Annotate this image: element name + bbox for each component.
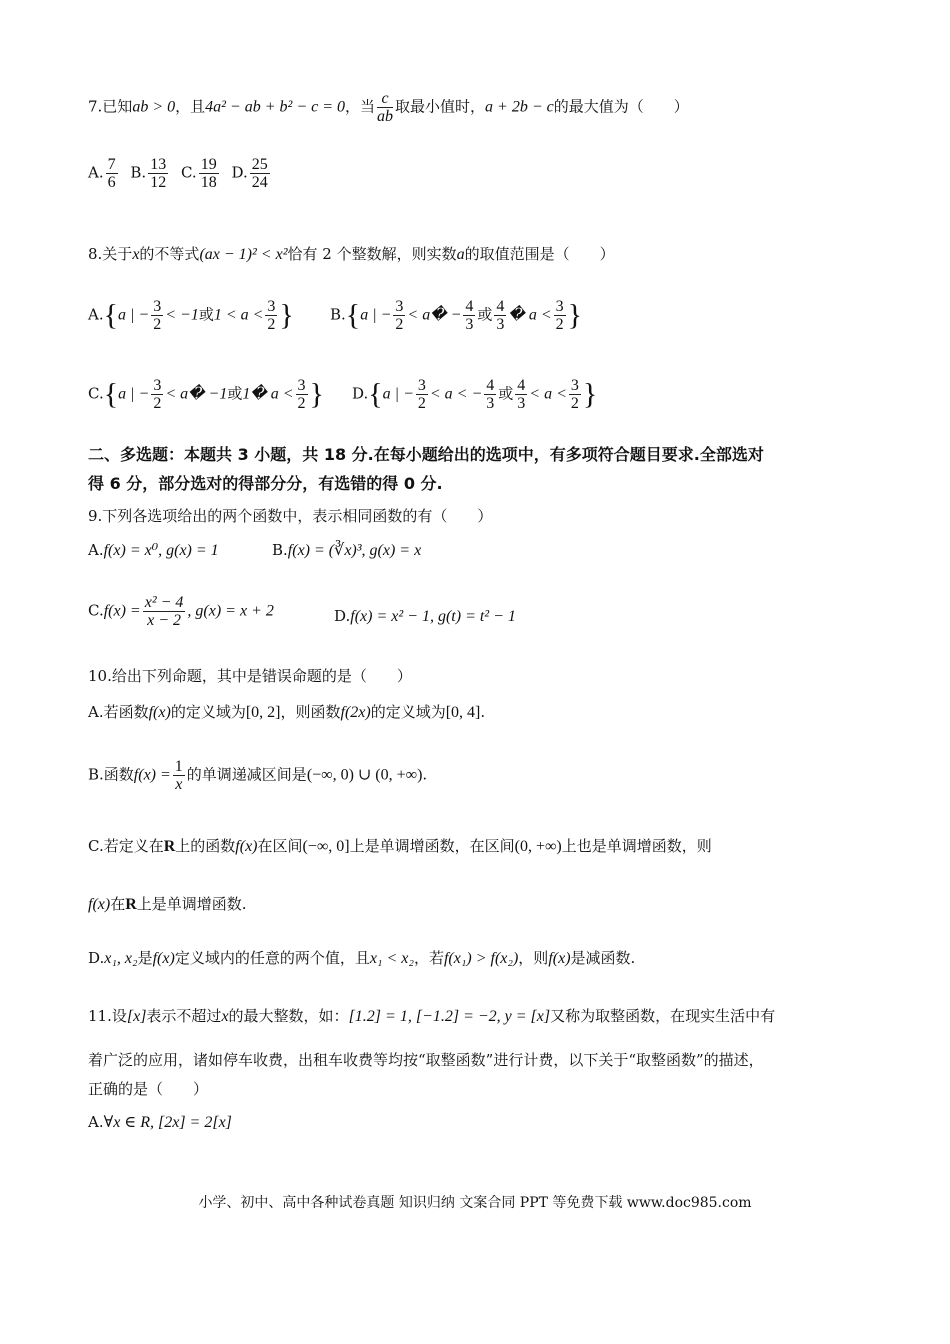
q10-option-a[interactable]: A.若函数f(x)的定义域为[0, 2]，则函数f(2x)的定义域为[0, 4]. <box>88 703 486 721</box>
q8-option-d[interactable]: D.{a | − $\frac{3}{2}$ < a < − $\frac{4}{3}$ 或 $\frac{4}{3}$ < a < $\frac{3}{2}$ } <box>352 377 598 412</box>
q7-option-a[interactable]: A. $\frac{7}{6}$ <box>88 156 116 191</box>
q11-stem-line3: 正确的是（ ） <box>88 1080 209 1098</box>
q9-stem: 9.下列各选项给出的两个函数中，表示相同函数的有（ ） <box>88 507 493 525</box>
q7-stem: 7.已知ab > 0，且4a² − ab + b² − c = 0，当 $\frac{c}{ab}$ 取最小值时，a + 2b − c的最大值为（ ） <box>88 90 689 125</box>
q9-option-a[interactable]: A.f(x) = x⁰, g(x) = 1 <box>88 541 219 559</box>
q10-option-c[interactable]: C.若定义在R上的函数f(x)在区间(−∞, 0]上是单调增函数，在区间(0, +∞)上也是单调增函数，则 <box>88 837 712 855</box>
q8-option-c[interactable]: C.{a | − $\frac{3}{2}$ < a� −1或1� a < $\frac{3}{2}$ } <box>88 377 324 412</box>
q7-option-d[interactable]: D. $\frac{25}{24}$ <box>231 156 268 191</box>
q8-option-a[interactable]: A.{a | − $\frac{3}{2}$ < −1或1 < a < $\frac{3}{2}$ } <box>88 298 294 333</box>
q10-stem: 10.给出下列命题，其中是错误命题的是（ ） <box>88 667 412 685</box>
q9-option-d[interactable]: D.f(x) = x² − 1, g(t) = t² − 1 <box>334 607 516 625</box>
q8-stem: 8.关于x的不等式(ax − 1)² < x²恰有 2 个整数解，则实数a的取值范围是（ ） <box>88 245 615 263</box>
q9-option-b[interactable]: B.f(x) = (∛x)³, g(x) = x <box>272 541 422 559</box>
section-heading: 二、多选题：本题共 3 小题，共 18 分.在每小题给出的选项中，有多项符合题目要求.全部选对 <box>88 445 764 464</box>
section-heading-line2: 得 6 分，部分选对的得部分分，有选错的得 0 分. <box>88 474 443 493</box>
q10-option-c-cont: f(x)在R上是单调增函数. <box>88 895 247 913</box>
page-footer: 小学、初中、高中各种试卷真题 知识归纳 文案合同 PPT 等免费下载 www.doc985.com <box>198 1195 752 1211</box>
q11-stem: 11.设[x]表示不超过x的最大整数，如：[1.2] = 1, [−1.2] = −2, y = [x]又称为取整函数，在现实生活中有 <box>88 1007 776 1025</box>
q7-option-b[interactable]: B. $\frac{13}{12}$ <box>130 156 167 191</box>
q11-stem-line2: 着广泛的应用，诸如停车收费，出租车收费等均按“取整函数”进行计费，以下关于“取整函数”的描述， <box>88 1051 764 1069</box>
q10-option-b[interactable]: B.函数f(x) = $\frac{1}{x}$ 的单调递减区间是(−∞, 0) ∪ (0, +∞). <box>88 758 428 793</box>
q10-option-d[interactable]: D.x₁, x₂是f(x)定义域内的任意的两个值，且x₁ < x₂，若f(x₁) > f(x₂)，则f(x)是减函数. <box>88 949 636 967</box>
q7-option-c[interactable]: C. $\frac{19}{18}$ <box>180 156 217 191</box>
q8-option-b[interactable]: B.{a | − $\frac{3}{2}$ < a� − $\frac{4}{3}$ 或 $\frac{4}{3}$ � a < $\frac{3}{2}$ } <box>330 298 583 333</box>
q7-fraction: $\frac{c}{ab}$ <box>377 90 394 125</box>
q7-options <box>88 156 278 191</box>
q11-option-a[interactable]: A.∀x ∈ R, [2x] = 2[x] <box>88 1113 232 1131</box>
q9-option-c[interactable]: C.f(x) = $\frac{\text{x² − 4}}{x - 2}$ , g(x) = x + 2 <box>88 594 274 629</box>
